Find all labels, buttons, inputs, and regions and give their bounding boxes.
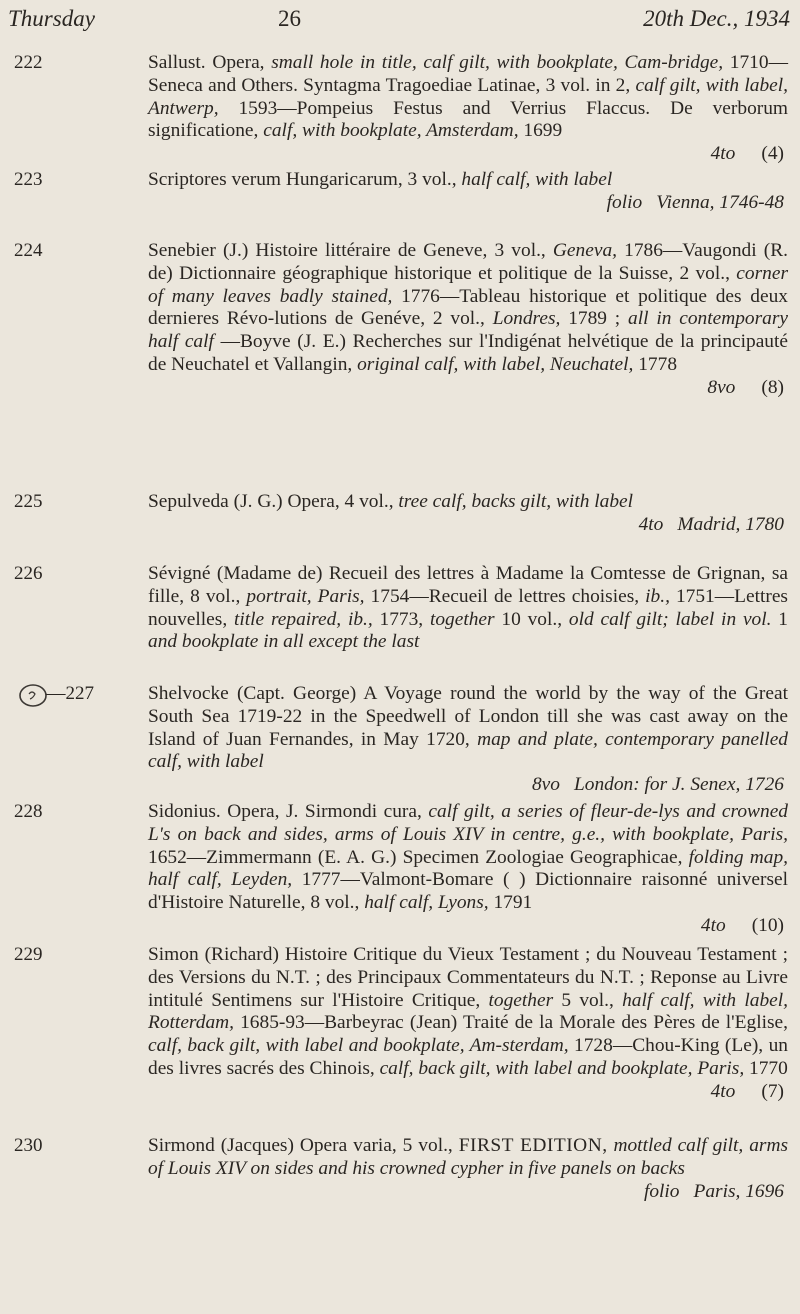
binding-note: ib.,: [645, 585, 670, 607]
binding-note: and bookplate in all except the last: [148, 631, 420, 653]
page-header: [8, 4, 790, 40]
description-text: 1728—Chou-King (Le), un des livres sacrés des Chinois,: [148, 1035, 788, 1079]
description-text: Senebier (J.) Histoire littéraire de Geneve, 3 vol.,: [148, 240, 553, 261]
binding-note: Londres,: [492, 308, 561, 330]
lot-number: 226: [14, 563, 43, 584]
description-text: 1754—Recueil de lettres choisies,: [364, 585, 646, 607]
lot-227: [14, 683, 790, 797]
binding-note: calf, with bookplate, Amsterdam,: [263, 120, 519, 142]
description-text: Sirmond (Jacques) Opera varia, 5 vol.,: [148, 1135, 459, 1156]
description-text: 5 vol.,: [553, 989, 623, 1011]
lot-number: 225: [14, 491, 43, 512]
description-text: Simon (Richard) Histoire Critique du Vieux Testament ; du Nouveau Testament ; des Versions du N.T. ; des Principaux Commentateurs du N.T. ; Reponse au Livre intitulé Sentimens sur l'Histoire Critique,: [148, 944, 788, 1011]
binding-note: half calf, Lyons,: [364, 892, 489, 914]
page-number: 26: [278, 6, 301, 31]
lot-format-line: [148, 1181, 788, 1204]
lot-number: 228: [14, 801, 43, 822]
binding-note: all in contemporary half calf: [148, 308, 789, 353]
book-format: 4to: [710, 1080, 736, 1102]
volume-count: (8): [761, 376, 784, 398]
book-format: 4to: [700, 914, 726, 936]
binding-note: half calf, with label, Rotterdam,: [148, 989, 788, 1034]
description-text: 1786—Vaugondi (R. de) Dictionnaire géographique historique et politique de la Suisse, 2 vol.,: [148, 240, 788, 284]
binding-note: title repaired, ib.,: [233, 608, 373, 630]
volume-count: (7): [761, 1080, 784, 1102]
binding-note: together: [429, 608, 495, 630]
binding-note: small hole in title, calf gilt, with bookplate, Cam-bridge,: [271, 52, 724, 73]
book-format: 8vo: [531, 774, 560, 796]
lot-number: 224: [14, 240, 43, 261]
description-text: 1652—Zimmermann (E. A. G.) Specimen Zoologiae Geographicae,: [148, 846, 689, 868]
lot-description: [148, 683, 788, 797]
place-date: Paris, 1696: [693, 1180, 784, 1202]
description-text: 1770: [744, 1057, 788, 1079]
binding-note: original calf, with label, Neuchatel,: [357, 353, 634, 375]
description-text: 10 vol.,: [494, 608, 569, 630]
description-text: 1777—Valmont-Bomare ( ) Dictionnaire raisonné universel d'Histoire Naturelle, 8 vol.,: [148, 869, 788, 914]
book-format: folio: [606, 191, 643, 213]
lot-number: 230: [14, 1135, 43, 1156]
binding-note: portrait, Paris,: [246, 585, 365, 607]
binding-note: half calf, with label: [461, 169, 613, 190]
binding-note: together: [488, 989, 554, 1011]
binding-note: calf gilt, with label, Antwerp,: [148, 74, 788, 119]
description-text: 1699: [518, 120, 563, 142]
lot-description: [148, 801, 788, 938]
description-text: Sallust. Opera,: [148, 52, 272, 73]
binding-note: calf, back gilt, with label and bookplate, Paris,: [379, 1057, 745, 1079]
lot-format-line: [148, 774, 788, 797]
lot-format-line: [148, 143, 788, 166]
description-text: Sévigné (Madame de) Recueil des lettres à Madame la Comtesse de Grignan, sa fille, 8 vol.,: [148, 563, 788, 607]
binding-note: tree calf, backs gilt, with label: [398, 491, 634, 512]
lot-230: [14, 1135, 790, 1203]
lot-222: [14, 52, 790, 166]
description-text: FIRST EDITION,: [458, 1135, 608, 1156]
lot-description: [148, 491, 788, 537]
lot-223: [14, 169, 790, 215]
lot-number: 223: [14, 169, 43, 190]
book-format: folio: [643, 1180, 680, 1202]
place-date: Vienna, 1746-48: [656, 191, 784, 213]
description-text: 1791: [488, 892, 533, 914]
sale-date: 20th Dec., 1934: [643, 6, 790, 31]
binding-note: folding map, half calf, Leyden,: [148, 846, 788, 891]
description-text: 1710—Seneca and Others. Syntagma Tragoediae Latinae, 3 vol. in 2,: [148, 52, 788, 96]
lot-225: [14, 491, 790, 537]
book-format: 4to: [638, 513, 664, 535]
lot-description: [148, 240, 788, 400]
lot-format-line: [148, 915, 788, 938]
place-date: London: for J. Senex, 1726: [573, 774, 784, 796]
description-text: 1751—Lettres nouvelles,: [148, 585, 788, 630]
binding-note: old calf gilt; label in vol.: [568, 608, 772, 630]
binding-note: corner of many leaves badly stained,: [148, 262, 788, 307]
lot-226: [14, 563, 790, 654]
book-format: 4to: [710, 143, 736, 165]
lot-229: [14, 944, 790, 1104]
lot-description: [148, 944, 788, 1104]
description-text: 1685-93—Barbeyrac (Jean) Traité de la Morale des Pères de l'Eglise,: [234, 1012, 788, 1034]
binding-note: calf gilt, a series of fleur-de-lys and crowned L's on back and sides, arms of Louis XIV in centre, g.e., with bookplate, Paris,: [148, 801, 788, 845]
description-text: 1: [771, 608, 788, 630]
description-text: Scriptores verum Hungaricarum, 3 vol.,: [148, 169, 462, 190]
description-text: 1789 ;: [560, 308, 629, 330]
lot-number: —227: [18, 683, 94, 704]
lot-format-line: [148, 514, 788, 537]
lot-number: 229: [14, 944, 43, 965]
volume-count: (4): [761, 143, 784, 165]
lot-format-line: [148, 1081, 788, 1104]
book-format: 8vo: [707, 376, 736, 398]
sale-day: Thursday: [8, 6, 95, 31]
description-text: 1593—Pompeius Festus and Verrius Flaccus. De verborum significatione,: [148, 97, 788, 142]
binding-note: mottled calf gilt, arms of Louis XIV on sides and his crowned cypher in five panels on backs: [148, 1135, 788, 1179]
volume-count: (10): [751, 914, 784, 936]
description-text: Sepulveda (J. G.) Opera, 4 vol.,: [148, 491, 399, 512]
lot-description: [148, 563, 788, 654]
description-text: Sidonius. Opera, J. Sirmondi cura,: [148, 801, 429, 822]
description-text: 1778: [633, 353, 678, 375]
lot-description: [148, 52, 788, 166]
description-text: Shelvocke (Capt. George) A Voyage round the world by the way of the Great South Sea 1719-22 in the Speedwell of London till she was cast away on the Island of Juan Fernandes, in May 1720,: [148, 683, 788, 750]
description-text: 1773,: [372, 608, 430, 630]
description-text: 1776—Tableau historique et politique des deux dernieres Révo-lutions de Genéve, 2 vol.,: [148, 285, 788, 330]
lot-number: 222: [14, 52, 43, 73]
binding-note: calf, back gilt, with label and bookplate, Am-sterdam,: [148, 1035, 569, 1057]
lot-228: [14, 801, 790, 938]
lot-description: [148, 1135, 788, 1203]
place-date: Madrid, 1780: [677, 513, 784, 535]
binding-note: Geneva,: [552, 240, 617, 261]
lot-description: [148, 169, 788, 215]
lot-format-line: [148, 192, 788, 215]
lot-224: [14, 240, 790, 400]
description-text: —Boyve (J. E.) Recherches sur l'Indigénat helvétique de la principauté de Neuchatel et Vallangin,: [148, 331, 788, 375]
binding-note: map and plate, contemporary panelled calf, with label: [148, 728, 789, 773]
lot-format-line: [148, 377, 788, 400]
